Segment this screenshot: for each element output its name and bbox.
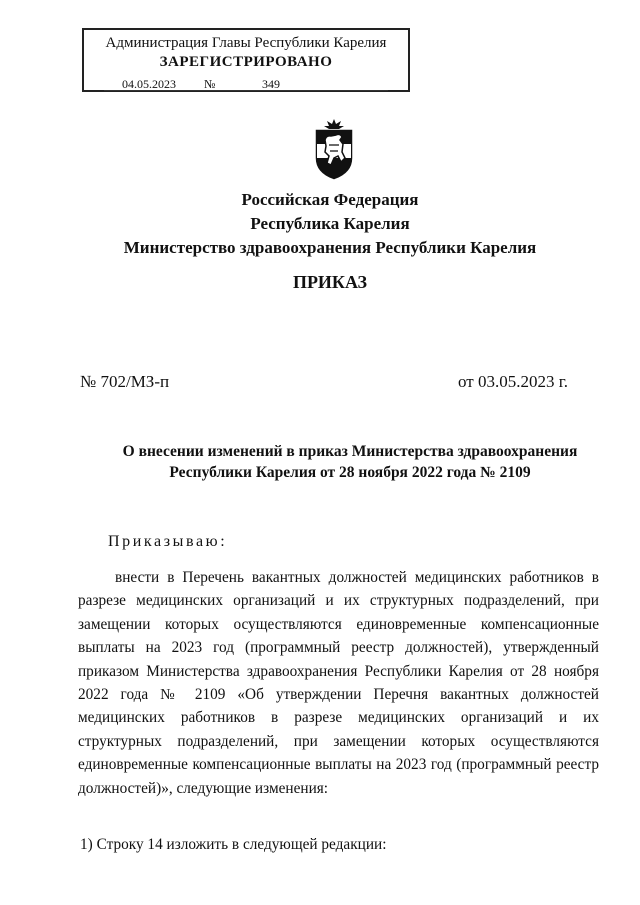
header-republic: Республика Карелия	[250, 214, 410, 233]
stamp-date: 04.05.2023	[122, 77, 176, 91]
header-ministry: Министерство здравоохранения Республики Карелия	[123, 238, 537, 257]
registration-stamp	[82, 28, 410, 92]
header-country: Российская Федерация	[241, 190, 419, 209]
stamp-registered-label: ЗАРЕГИСТРИРОВАНО	[159, 54, 333, 70]
stamp-number: 349	[262, 77, 280, 91]
subject-line-1: О внесении изменений в приказ Министерства здравоохранения	[122, 443, 578, 460]
stamp-organization: Администрация Главы Республики Карелия	[105, 35, 387, 51]
order-word: Приказываю:	[108, 533, 228, 550]
stamp-underline	[104, 90, 388, 91]
list-item-1: 1) Строку 14 изложить в следующей редакции:	[80, 836, 387, 853]
document-date: от 03.05.2023 г.	[457, 372, 568, 391]
subject-line-2: Республики Карелия от 28 ноября 2022 года № 2109	[169, 464, 531, 481]
stamp-registration-row	[104, 77, 388, 91]
karelia-coat-of-arms-icon	[312, 118, 356, 180]
document-number: № 702/МЗ-п	[80, 372, 170, 391]
body-paragraph: внести в Перечень вакантных должностей медицинских работников в разрезе медицинских организаций и их структурных подразделений, при замещении которых осуществляются единовременные компенсационные выплаты на 2023 год (программный реестр должностей), утвержденный приказом Министерства здравоохранения Республики Карелия от 28 ноября 2022 года № 2109 «Об утверждении Перечня вакантных должностей медицинских работников в разрезе медицинских организаций и их структурных подразделений, при замещении которых осуществляются единовременные компенсационные выплаты на 2023 год (программный реестр должностей)», следующие изменения:	[78, 569, 599, 797]
document-type: ПРИКАЗ	[292, 272, 368, 292]
stamp-number-label: №	[204, 77, 216, 91]
